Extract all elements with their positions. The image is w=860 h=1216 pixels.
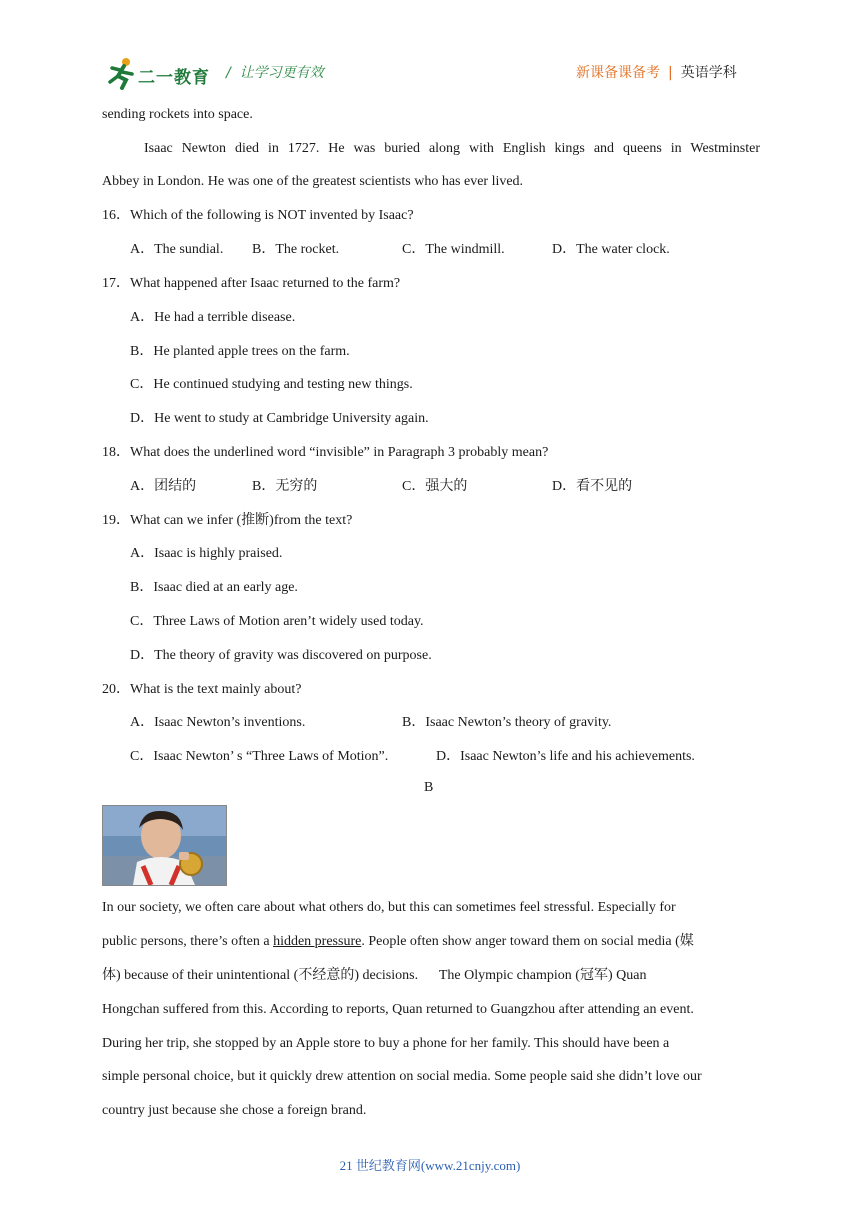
option: D．The water clock. — [552, 242, 670, 257]
option: D．看不见的 — [552, 479, 633, 494]
passage-line: sending rockets into space. — [102, 107, 253, 122]
option: B．无穷的 — [252, 479, 318, 494]
question-stem: 16．Which of the following is NOT invented by Isaac? — [102, 208, 414, 223]
passage-line: 体) because of their unintentional (不经意的) decisions. The Olympic champion (冠军) Quan — [102, 968, 647, 983]
runner-logo-icon — [104, 56, 138, 90]
passage-line: In our society, we often care about what others do, but this can sometimes feel stressful. Especially for — [102, 900, 676, 915]
logo-text: 二一教育 — [138, 68, 210, 88]
header-course-label: 新课备课备考 — [576, 65, 660, 81]
header-separator: | — [668, 65, 673, 81]
logo — [104, 56, 214, 90]
page-footer: 21 世纪教育网(www.21cnjy.com) — [339, 1158, 521, 1173]
header-subject — [576, 62, 737, 82]
passage-line: simple personal choice, but it quickly drew attention on social media. Some people said she didn’t love our — [102, 1069, 702, 1084]
underlined-phrase: hidden pressure — [273, 934, 362, 949]
passage-line: During her trip, she stopped by an Apple store to buy a phone for her family. This should have been a — [102, 1036, 670, 1051]
option: D．Isaac Newton’s life and his achievements. — [436, 749, 695, 764]
option: B．He planted apple trees on the farm. — [130, 344, 350, 359]
section-label: B — [424, 780, 434, 795]
option: C．Three Laws of Motion aren’t widely used today. — [130, 614, 424, 629]
text-span: public persons, there’s often a — [102, 934, 274, 949]
option: A．Isaac is highly praised. — [130, 546, 283, 561]
option: D．He went to study at Cambridge University again. — [130, 411, 429, 426]
passage-line: Abbey in London. He was one of the greatest scientists who has ever lived. — [102, 174, 524, 189]
passage-line: country just because she chose a foreign brand. — [102, 1103, 367, 1118]
slogan — [226, 62, 324, 82]
question-stem: 17．What happened after Isaac returned to the farm? — [102, 276, 401, 291]
passage-line: Hongchan suffered from this. According to reports, Quan returned to Guangzhou after attending an event. — [102, 1002, 694, 1017]
question-stem: 19．What can we infer (推断)from the text? — [102, 513, 353, 528]
option: D．The theory of gravity was discovered on purpose. — [130, 648, 432, 663]
option: A．Isaac Newton’s inventions. — [130, 715, 306, 730]
slogan-slash: / — [226, 65, 231, 81]
option: C．强大的 — [402, 479, 468, 494]
option: A．The sundial. — [130, 242, 224, 257]
champion-photo — [102, 805, 227, 886]
option: C．He continued studying and testing new things. — [130, 377, 413, 392]
text-span: . People often show anger toward them on social media (媒 — [361, 934, 694, 949]
header-subject-label: 英语学科 — [680, 65, 737, 81]
passage-line: Isaac Newton died in 1727. He was buried along with English kings and queens in Westminster — [144, 141, 760, 156]
slogan-text: 让学习更有效 — [239, 65, 324, 81]
option: B．Isaac died at an early age. — [130, 580, 298, 595]
option: A．He had a terrible disease. — [130, 310, 296, 325]
question-stem: 18．What does the underlined word “invisible” in Paragraph 3 probably mean? — [102, 445, 549, 460]
option: B．Isaac Newton’s theory of gravity. — [402, 715, 612, 730]
option: C．The windmill. — [402, 242, 505, 257]
option: C．Isaac Newton’ s “Three Laws of Motion”. — [130, 749, 389, 764]
option: A．团结的 — [130, 479, 197, 494]
question-stem: 20．What is the text mainly about? — [102, 682, 302, 697]
athlete-medal-image — [103, 806, 226, 885]
passage-line — [102, 933, 694, 951]
option: B．The rocket. — [252, 242, 340, 257]
